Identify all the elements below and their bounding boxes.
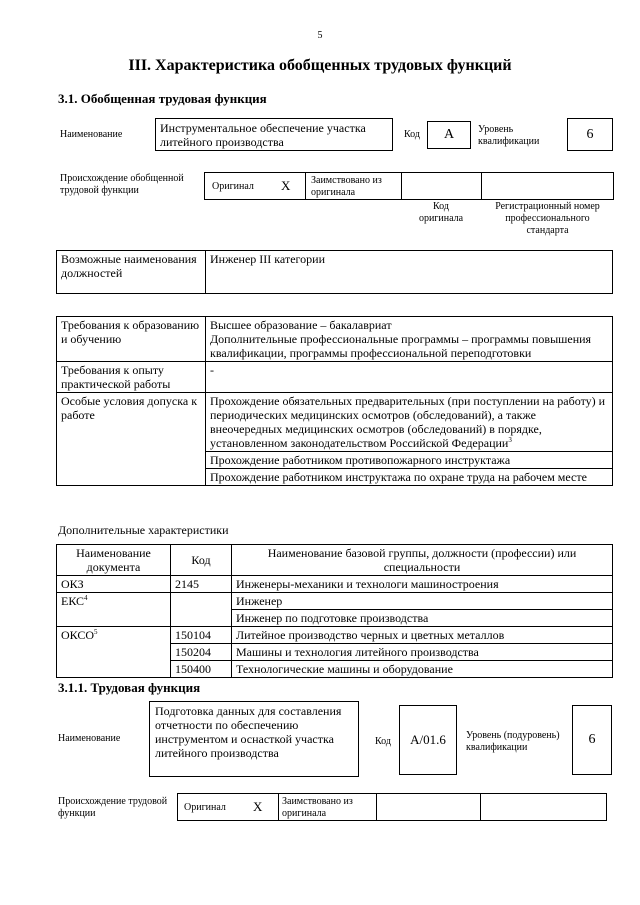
row-code [171,593,232,627]
footnote-5: 5 [94,628,98,636]
table-row [57,593,613,610]
row-doc: ОКСО [61,628,95,642]
row-name: Инженер по подготовке производства [232,610,613,627]
tf-name-field: Подготовка данных для составления отчетности по обеспечению инструментом и оснасткой участка литейного производства [149,701,359,777]
reg-number-label: Регистрационный номер профессионального стандарта [495,201,600,236]
special-condition-1: Прохождение обязательных предварительных (при поступлении на работу) и периодических медицинских осмотров (обследований), а также внеочередных медицинских осмотров (обследований) в порядке, установленном законодательством Российской Федерации [210,394,606,450]
tf-level-label: Уровень (подуровень) квалификации [466,730,560,753]
section-3-1-1-heading: 3.1.1. Трудовая функция [58,680,201,695]
function-name-field: Инструментальное обеспечение участка литейного производства [155,118,393,151]
row-name: Технологические машины и оборудование [232,661,613,678]
original-mark: X [281,178,291,193]
requirements-table [56,316,613,486]
row-code: 2145 [171,576,232,593]
tf-borrowed-label: Заимствовано из оригинала [282,796,353,819]
special-condition-3: Прохождение работником инструктажа по охране труда на рабочем месте [206,469,613,486]
tf-level-field: 6 [572,705,612,775]
footnote-4: 4 [84,594,88,602]
tf-original-label: Оригинал [184,802,226,813]
row-code: 150400 [171,661,232,678]
row-name: Литейное производство черных и цветных металлов [232,627,613,644]
education-value-2: Дополнительные профессиональные программы – программы повышения квалификации, программы профессиональной переподготовки [210,332,592,360]
footnote-3: 3 [508,436,512,444]
positions-table [56,250,613,294]
code-field: A [427,121,471,149]
level-field: 6 [567,118,613,151]
section-title: III. Характеристика обобщенных трудовых функций [128,57,512,74]
table-row [57,627,613,644]
origin-label: Происхождение обобщенной трудовой функции [60,173,184,196]
row-name: Машины и технология литейного производства [232,644,613,661]
row-code: 150104 [171,627,232,644]
positions-value: Инженер III категории [206,251,613,294]
row-doc: ОКЗ [57,576,171,593]
row-name: Инженеры-механики и технологи машиностроения [232,576,613,593]
code-label: Код [404,129,420,140]
level-label: Уровень квалификации [478,124,540,147]
education-value-1: Высшее образование – бакалавриат [210,318,392,332]
special-conditions-label: Особые условия допуска к работе [57,393,206,486]
additional-heading: Дополнительные характеристики [58,523,229,537]
col-code-header: Код [171,545,232,576]
tf-code-label: Код [375,736,391,747]
tf-code-field: A/01.6 [399,705,457,775]
col-doc-header: Наименование документа [57,545,171,576]
experience-value: - [206,362,613,393]
tf-original-mark: X [253,799,263,814]
code-original-label: Код оригинала [418,201,464,224]
additional-table [56,544,613,678]
original-label: Оригинал [212,181,254,192]
origin-table [204,172,614,200]
row-doc: ЕКС [61,594,85,608]
section-3-1-heading: 3.1. Обобщенная трудовая функция [58,91,267,106]
special-condition-2: Прохождение работником противопожарного инструктажа [206,452,613,469]
education-label: Требования к образованию и обучению [57,317,206,362]
tf-origin-label: Происхождение трудовой функции [58,796,168,819]
name-label: Наименование [60,129,123,140]
borrowed-label: Заимствовано из оригинала [311,175,382,198]
col-name-header: Наименование базовой группы, должности (профессии) или специальности [232,545,613,576]
row-name: Инженер [232,593,613,610]
tf-origin-table [177,793,607,821]
positions-label: Возможные наименования должностей [57,251,206,294]
table-row [57,576,613,593]
page-number: 5 [317,30,323,41]
row-code: 150204 [171,644,232,661]
tf-name-label: Наименование [58,733,121,744]
experience-label: Требования к опыту практической работы [57,362,206,393]
